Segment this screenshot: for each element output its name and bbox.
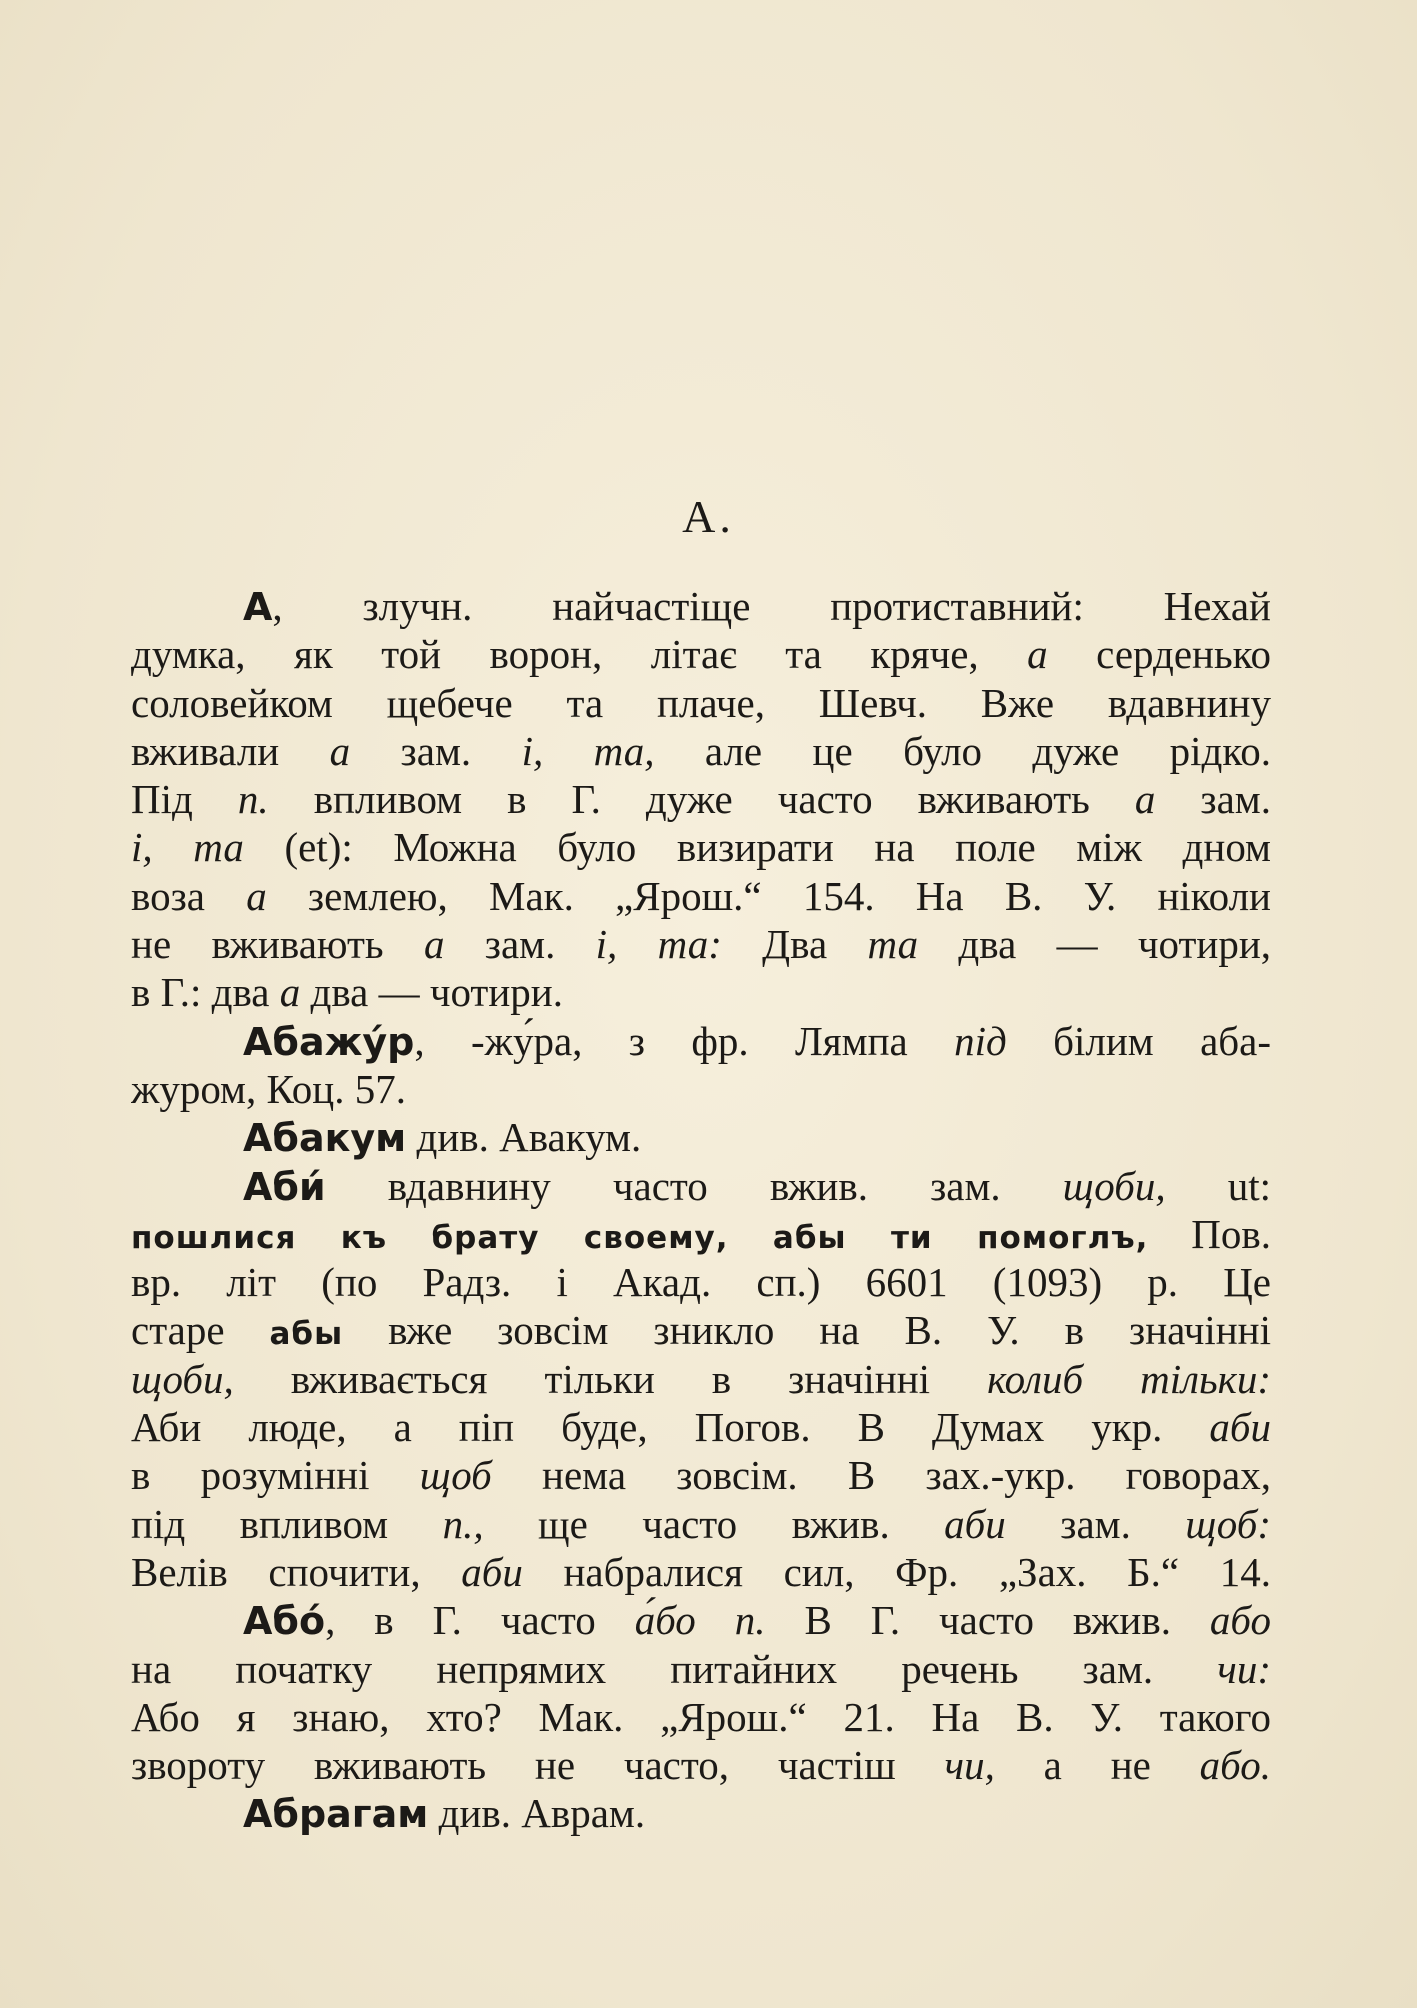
headword: Абакум [243,1116,407,1161]
text-segment: впливом в Г. дуже часто вживають [268,776,1135,823]
text-line [131,1355,1271,1403]
text-segment: зам. [350,727,522,774]
text-line [131,1210,1271,1258]
italic-text: а [1134,776,1156,823]
text-line [131,679,1271,727]
text-line [131,1017,1271,1065]
text-line [131,1548,1271,1596]
text-segment: Під [131,776,238,823]
text-line [131,1065,1271,1113]
text-line [131,1500,1271,1548]
text-segment: вже зовсім зникло на В. У. в значінні [343,1307,1271,1354]
italic-text: або [1209,1597,1271,1644]
text-line [131,968,1271,1016]
headword: Або́ [243,1599,326,1644]
italic-text: аби [1209,1404,1271,1451]
italic-text: або. [1199,1742,1271,1789]
text-line [131,1306,1271,1354]
old-slavonic-text: пошлися къ брату своему, абы ти помоглъ, [131,1219,1149,1256]
headword: Абажу́р [243,1019,415,1064]
text-segment: думка, як той ворон, літає та кряче, [131,631,1028,678]
text-segment: на початку непрямих питайних речень зам. [131,1645,1218,1692]
text-line [131,1693,1271,1741]
text-segment: вдавнину часто вжив. зам. [325,1162,1063,1209]
italic-text: а [279,969,301,1016]
italic-text: та [867,921,919,968]
italic-text: чи: [1217,1645,1271,1692]
text-segment: в розумінні [131,1452,420,1499]
text-line [131,1113,1271,1161]
text-segment: журом, Коц. 57. [131,1065,406,1112]
text-segment: див. Аврам. [428,1790,646,1837]
text-segment: Велів спочити, [131,1548,462,1595]
headword: А [243,585,273,629]
old-slavonic-text: абы [269,1316,344,1353]
italic-text: і, та, [521,727,655,774]
text-line [131,775,1271,823]
text-segment: Аби люде, а піп буде, Погов. В Думах укр. [131,1404,1210,1451]
text-line [131,1162,1271,1210]
italic-text: щоб: [1185,1500,1271,1547]
text-line [131,582,1271,630]
text-segment: зам. [444,921,596,968]
italic-text: п. [237,776,269,823]
text-line [131,1645,1271,1693]
text-segment: два — чотири, [918,921,1271,968]
text-segment: соловейком щебече та плаче, Шевч. Вже вдавнину [131,679,1271,726]
text-segment: зам. [1155,776,1271,823]
text-line [131,1789,1271,1837]
text-segment: вр. літ (по Радз. і Акад. сп.) 6601 (1093) р. Це [131,1259,1271,1306]
text-segment: ще часто вжив. [483,1500,945,1547]
headword: Аби́ [243,1164,326,1209]
italic-text: а [246,872,267,919]
text-segment: два — чотири. [300,969,563,1016]
italic-text: під [954,1017,1007,1064]
italic-text: колиб тільки: [987,1355,1271,1402]
text-line [131,1596,1271,1644]
italic-text: п., [442,1500,484,1547]
headword: Абрагам [243,1792,429,1837]
text-segment: в Г.: два [131,969,280,1016]
text-segment: див. Авакум. [406,1114,642,1161]
text-segment: вживали [131,727,330,774]
italic-text: щоби, [1062,1162,1166,1209]
italic-text: аби [461,1548,523,1595]
text-segment: не вживають [131,921,424,968]
text-segment: старе [131,1307,270,1354]
text-segment: серденько [1047,631,1271,678]
italic-text: і, та: [595,921,722,968]
text-segment: білим аба- [1006,1017,1271,1064]
text-segment: Два [721,921,868,968]
text-segment: Пов. [1148,1210,1271,1257]
italic-text: а́бо п. [634,1597,766,1644]
text-segment: , злучн. найчастіще протиставний: Нехай [272,583,1271,629]
text-line [131,872,1271,920]
text-segment: ut: [1165,1162,1271,1209]
text-segment: зам. [1005,1500,1186,1547]
text-segment: землею, Мак. „Ярош.“ 154. На В. У. ніколи [266,872,1271,919]
text-segment: Або я знаю, хто? Мак. „Ярош.“ 21. На В. У. такого [131,1693,1271,1740]
text-line [131,1258,1271,1306]
text-segment: але це було дуже рідко. [654,727,1271,774]
text-segment: під впливом [131,1500,443,1547]
italic-text: щоб [419,1452,492,1499]
section-letter-heading: А. [682,491,735,542]
text-segment: , -жу́ра, з фр. Лямпа [414,1017,955,1064]
text-line [131,1403,1271,1451]
text-line [131,823,1271,871]
text-line [131,727,1271,775]
text-segment: звороту вживають не часто, частіш [131,1742,945,1789]
italic-text: а [1027,631,1048,678]
text-segment: вживається тільки в значінні [233,1355,988,1402]
text-line [131,1741,1271,1789]
italic-text: чи, [944,1742,995,1789]
text-segment: а не [994,1742,1200,1789]
text-segment: (et): Можна було визирати на поле між дном [243,824,1271,871]
italic-text: і, та [131,824,244,871]
italic-text: щоби, [131,1355,234,1402]
text-segment: набралися сил, Фр. „Зах. Б.“ 14. [522,1548,1271,1595]
dictionary-text [131,582,1271,1838]
text-segment: нема зовсім. В зах.-укр. говорах, [491,1452,1271,1499]
text-segment: , в Г. часто [325,1597,635,1644]
italic-text: а [423,921,445,968]
italic-text: аби [944,1500,1006,1547]
text-segment: В Г. часто вжив. [765,1597,1210,1644]
text-line [131,1451,1271,1499]
text-line [131,920,1271,968]
text-segment: воза [131,872,247,919]
italic-text: а [329,727,351,774]
text-line [131,630,1271,678]
